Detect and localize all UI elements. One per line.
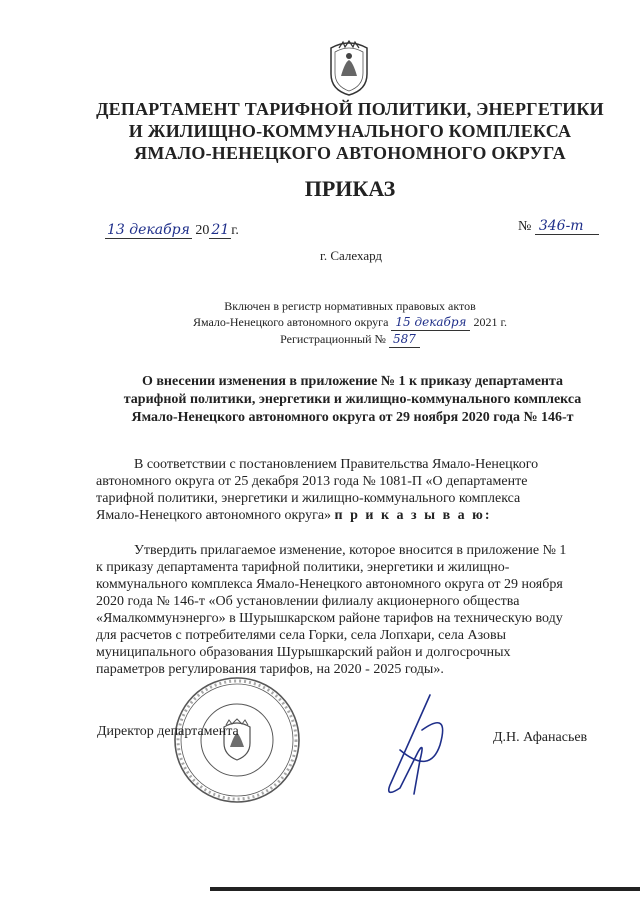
- registration-block: [160, 298, 540, 348]
- order-year-suffix: г.: [231, 223, 239, 238]
- order-date: [105, 222, 239, 239]
- department-line-2: И ЖИЛИЩНО-КОММУНАЛЬНОГО КОМПЛЕКСА: [128, 121, 572, 141]
- operative-line-5: «Ямалкоммунэнерго» в Шурышкарском районе тарифов на техническую воду: [96, 611, 563, 626]
- operative-line-1: Утвердить прилагаемое изменение, которое вносится в приложение № 1: [134, 543, 567, 558]
- registration-number-handwritten: 587: [389, 331, 420, 348]
- handwritten-signature-icon: [370, 690, 460, 800]
- operative-line-2: к приказу департамента тарифной политики, энергетики и жилищно-: [96, 560, 510, 575]
- registration-line-3: [160, 331, 540, 348]
- order-year-prefix: 20: [195, 223, 210, 238]
- operative-line-3: коммунального комплекса Ямало-Ненецкого автономного округа от 29 ноября: [96, 577, 563, 592]
- department-title: [60, 98, 640, 164]
- bottom-rule: [210, 887, 640, 891]
- operative-line-4: 2020 года № 146-т «Об установлении филиалу акционерного общества: [96, 594, 520, 609]
- registration-region: Ямало-Ненецкого автономного округа: [192, 315, 389, 329]
- registration-number-label: Регистрационный №: [280, 332, 386, 346]
- emblem-icon: [325, 40, 373, 96]
- signature-position: Директор департамента: [97, 724, 239, 739]
- preamble-line-1: В соответствии с постановлением Правительства Ямало-Ненецкого: [134, 457, 539, 472]
- operative-line-7: муниципального образования Шурышкарский район и долгосрочных: [96, 645, 511, 660]
- registration-date-handwritten: 15 декабря: [391, 314, 470, 331]
- order-date-handwritten: 13 декабря: [107, 222, 190, 238]
- subject-line-1: О внесении изменения в приложение № 1 к приказу департамента: [141, 374, 564, 389]
- department-line-3: ЯМАЛО-НЕНЕЦКОГО АВТОНОМНОГО ОКРУГА: [134, 143, 566, 163]
- document-type: ПРИКАЗ: [304, 176, 396, 201]
- order-number: [518, 218, 599, 235]
- order-subject: [100, 373, 605, 427]
- department-line-1: ДЕПАРТАМЕНТ ТАРИФНОЙ ПОЛИТИКИ, ЭНЕРГЕТИКИ: [96, 99, 604, 119]
- order-number-handwritten: 346-т: [535, 218, 599, 235]
- order-number-prefix: №: [518, 219, 532, 234]
- preamble-line-4: [96, 507, 602, 524]
- order-year-handwritten: 21: [211, 222, 230, 238]
- city: г. Салехард: [320, 248, 383, 263]
- preamble-line-4-text: Ямало-Ненецкого автономного округа»: [96, 508, 332, 523]
- operative-paragraph: [96, 542, 602, 678]
- subject-line-2: тарифной политики, энергетики и жилищно-коммунального комплекса: [123, 392, 582, 407]
- operative-line-8: параметров регулирования тарифов, на 2020 - 2025 годы».: [96, 662, 444, 677]
- signature-name: Д.Н. Афанасьев: [493, 730, 588, 745]
- preamble-paragraph: [96, 456, 602, 524]
- registration-line-2: [160, 314, 540, 331]
- order-word: п р и к а з ы в а ю:: [334, 508, 492, 523]
- preamble-line-2: автономного округа от 25 декабря 2013 года № 1081-П «О департаменте: [96, 474, 528, 489]
- operative-line-6: для расчетов с потребителями села Горки, села Лопхари, села Азовы: [96, 628, 507, 643]
- registration-year: 2021 г.: [473, 315, 508, 329]
- official-seal-icon: [172, 675, 302, 805]
- registration-line-1: Включен в регистр нормативных правовых актов: [224, 299, 476, 313]
- preamble-line-3: тарифной политики, энергетики и жилищно-коммунального комплекса: [96, 491, 521, 506]
- subject-line-3: Ямало-Ненецкого автономного округа от 29 ноября 2020 года № 146-т: [131, 410, 574, 425]
